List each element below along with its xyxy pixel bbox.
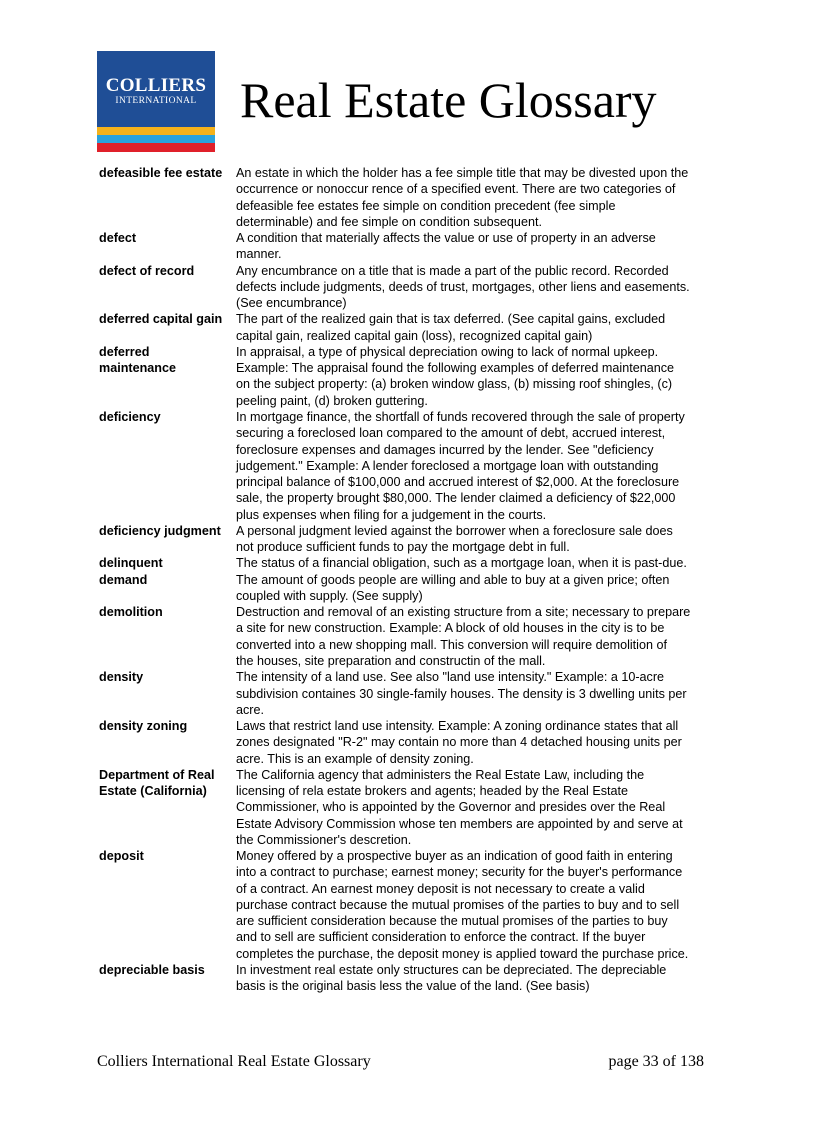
glossary-definition (236, 669, 739, 718)
glossary-term (99, 604, 236, 669)
glossary-term (99, 555, 236, 571)
term-line: defect of record (99, 263, 195, 278)
definition-line: are sufficient consideration because the mutual promises of the parties to buy (236, 914, 668, 929)
glossary-definition (236, 409, 739, 523)
definition-line: In mortgage finance, the shortfall of funds recovered through the sale of property (236, 409, 685, 424)
logo-stripe-red (97, 143, 215, 152)
glossary-term (99, 523, 236, 556)
definition-line: of a contract. An earnest money deposit is not necessary to create a valid (236, 881, 645, 896)
definition-line: subdivision containes 30 single-family houses. The density is 3 dwelling units per (236, 686, 687, 701)
definition-line: The part of the realized gain that is tax deferred. (See capital gains, excluded (236, 312, 666, 327)
term-line: density zoning (99, 719, 188, 734)
logo-text-international: INTERNATIONAL (115, 96, 197, 106)
term-line: deposit (99, 849, 144, 864)
definition-line: The intensity of a land use. See also "land use intensity." Example: a 10-acre (236, 670, 665, 685)
glossary-entry (99, 669, 739, 718)
glossary-entry (99, 523, 739, 556)
definition-line: purchase contract because the mutual promises of the parties to buy and to sell (236, 897, 680, 912)
term-line: deficiency judgment (99, 523, 221, 538)
term-line: delinquent (99, 556, 163, 571)
definition-line: and to sell are sufficient consideration to enforce the contract. If the buyer (236, 930, 646, 945)
definition-line: The amount of goods people are willing and able to buy at a given price; often (236, 572, 670, 587)
glossary-entry (99, 263, 739, 312)
definition-line: into a contract to purchase; earnest money; security for the buyer's performance (236, 865, 683, 880)
definition-line: A personal judgment levied against the borrower when a foreclosure sale does (236, 523, 673, 538)
term-line: defect (99, 231, 137, 246)
glossary-definition (236, 555, 739, 571)
glossary-definition (236, 523, 739, 556)
logo-stripe-light-blue (97, 135, 215, 143)
definition-line: occurrence or nonoccur rence of a specified event. There are two categories of (236, 182, 676, 197)
glossary-entry (99, 409, 739, 523)
glossary-definition (236, 962, 739, 995)
definition-line: The California agency that administers the Real Estate Law, including the (236, 767, 645, 782)
definition-line: securing a foreclosed loan compared to the amount of debt, accrued interest, (236, 426, 666, 441)
glossary-entry (99, 962, 739, 995)
page-title: Real Estate Glossary (240, 72, 657, 128)
footer-page-number: page 33 of 138 (608, 1053, 704, 1070)
definition-line: (See encumbrance) (236, 296, 347, 311)
definition-line: the houses, site preparation and constructin of the mall. (236, 653, 546, 668)
definition-line: not produce sufficient funds to pay the mortgage debt in full. (236, 540, 570, 555)
term-line: deferred (99, 344, 150, 359)
term-line: maintenance (99, 361, 176, 376)
glossary-term (99, 962, 236, 995)
definition-line: Money offered by a prospective buyer as an indication of good faith in entering (236, 849, 673, 864)
glossary-entry (99, 344, 739, 409)
definition-line: The status of a financial obligation, such as a mortgage loan, when it is past-due. (236, 556, 687, 571)
definition-line: on the subject property: (a) broken window glass, (b) missing roof shingles, (c) (236, 377, 673, 392)
definition-line: Example: The appraisal found the following examples of deferred maintenance (236, 361, 675, 376)
glossary-definition (236, 311, 739, 344)
glossary-term (99, 718, 236, 767)
definition-line: An estate in which the holder has a fee simple title that may be divested upon the (236, 166, 689, 180)
definition-line: In appraisal, a type of physical depreciation owing to lack of normal upkeep. (236, 344, 659, 359)
logo-stripe-yellow (97, 127, 215, 135)
definition-line: manner. (236, 247, 282, 262)
term-line: Department of Real (99, 767, 215, 782)
term-line: depreciable basis (99, 963, 205, 978)
definition-line: licensing of rela estate brokers and agents; headed by the Real Estate (236, 784, 629, 799)
glossary-term (99, 230, 236, 263)
definition-line: sale, the property brought $80,000. The lender claimed a deficiency of $22,000 (236, 491, 676, 506)
term-line: deficiency (99, 409, 161, 424)
term-line: demand (99, 572, 148, 587)
definition-line: plus expenses when filing for a judgement in the courts. (236, 507, 547, 522)
glossary-term (99, 409, 236, 523)
glossary-term (99, 263, 236, 312)
colliers-logo (97, 51, 215, 152)
term-line: defeasible fee estate (99, 166, 223, 180)
glossary-definition (236, 344, 739, 409)
glossary-definition (236, 604, 739, 669)
glossary-term (99, 344, 236, 409)
glossary-term (99, 669, 236, 718)
definition-line: the Commissioner's descretion. (236, 832, 412, 847)
glossary-definition (236, 767, 739, 848)
glossary-definition (236, 572, 739, 605)
glossary-term (99, 767, 236, 848)
definition-line: Laws that restrict land use intensity. Example: A zoning ordinance states that all (236, 719, 679, 734)
glossary-entry (99, 555, 739, 571)
glossary-definition (236, 848, 739, 962)
definition-line: judgement." Example: A lender foreclosed a mortgage loan with outstanding (236, 458, 659, 473)
glossary-entry (99, 311, 739, 344)
definition-line: In investment real estate only structures can be depreciated. The depreciable (236, 963, 667, 978)
definition-line: defects include judgments, deeds of trust, mortgages, other liens and easements. (236, 279, 690, 294)
definition-line: Destruction and removal of an existing structure from a site; necessary to prepare (236, 605, 691, 620)
definition-line: foreclosure expenses and damages incurred by the lender. See "deficiency (236, 442, 654, 457)
glossary-list (99, 165, 739, 995)
definition-line: acre. This is an example of density zoning. (236, 751, 474, 766)
definition-line: Estate Advisory Commission whose ten members are appointed by and serve at (236, 816, 683, 831)
glossary-entry (99, 767, 739, 848)
definition-line: completes the purchase, the deposit money is applied toward the purchase price. (236, 946, 689, 961)
definition-line: coupled with supply. (See supply) (236, 588, 423, 603)
term-line: density (99, 670, 144, 685)
term-line: demolition (99, 605, 163, 620)
definition-line: capital gain, realized capital gain (loss), recognized capital gain) (236, 328, 593, 343)
glossary-entry (99, 604, 739, 669)
glossary-term (99, 165, 236, 230)
glossary-entry (99, 230, 739, 263)
definition-line: defeasible fee estates fee simple on condition precedent (fee simple (236, 198, 616, 213)
glossary-entry (99, 718, 739, 767)
definition-line: converted into a new shopping mall. This conversion will require demolition of (236, 637, 667, 652)
definition-line: determinable) and fee simple on condition subsequent. (236, 214, 542, 229)
definition-line: peeling paint, (d) broken guttering. (236, 393, 428, 408)
footer-document-title: Colliers International Real Estate Glossary (97, 1053, 371, 1070)
glossary-term (99, 572, 236, 605)
definition-line: principal balance of $100,000 and accrued interest of $2,000. At the foreclosure (236, 475, 680, 490)
glossary-entry (99, 848, 739, 962)
definition-line: Commissioner, who is appointed by the Governor and presides over the Real (236, 800, 666, 815)
term-line: Estate (California) (99, 784, 207, 799)
logo-text-colliers: COLLIERS (105, 75, 207, 96)
glossary-term (99, 848, 236, 962)
glossary-definition (236, 263, 739, 312)
glossary-term (99, 311, 236, 344)
definition-line: acre. (236, 702, 264, 717)
definition-line: A condition that materially affects the value or use of property in an adverse (236, 231, 656, 246)
glossary-entry (99, 572, 739, 605)
definition-line: Any encumbrance on a title that is made a part of the public record. Recorded (236, 263, 669, 278)
definition-line: basis is the original basis less the value of the land. (See basis) (236, 979, 590, 994)
glossary-entry (99, 165, 739, 230)
term-line: deferred capital gain (99, 312, 223, 327)
definition-line: a site for new construction. Example: A block of old houses in the city is to be (236, 621, 665, 636)
definition-line: zones designated "R-2" may contain no more than 4 detached housing units per (236, 735, 682, 750)
glossary-definition (236, 230, 739, 263)
glossary-definition (236, 718, 739, 767)
glossary-definition (236, 165, 739, 230)
